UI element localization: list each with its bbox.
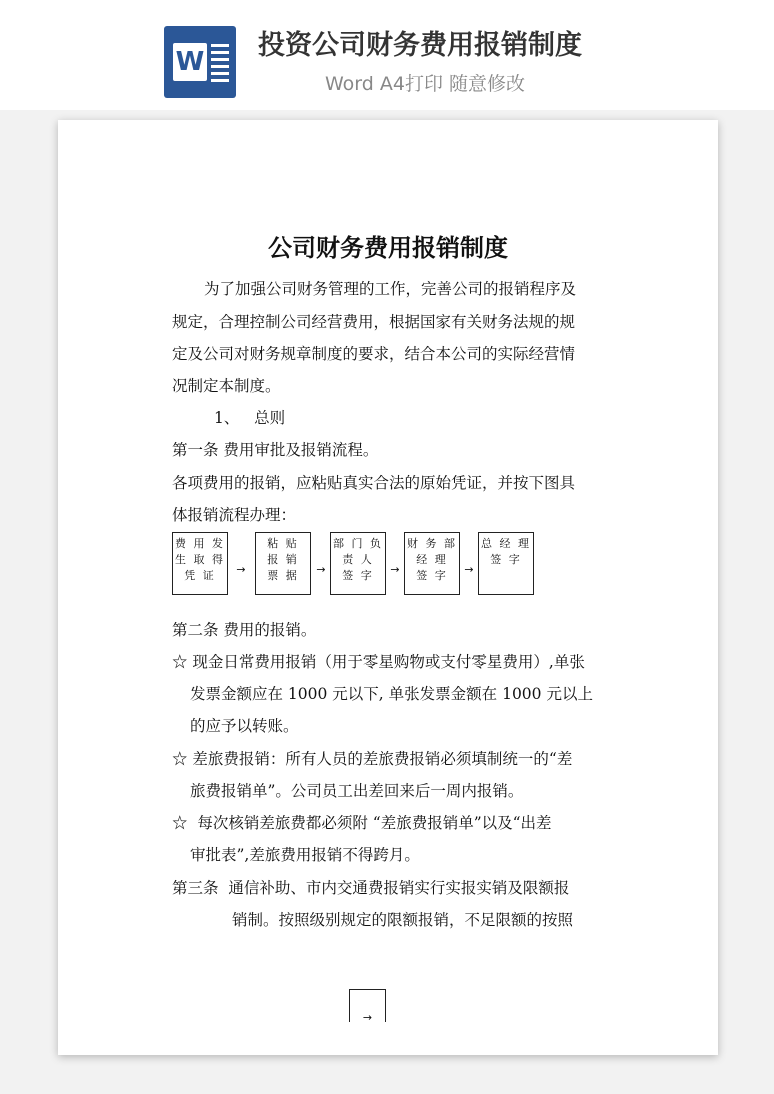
document-title: 公司财务费用报销制度 (268, 234, 508, 262)
flow-step-text: 费 用 发 (175, 537, 225, 550)
intro-line: 为了加强公司财务管理的工作，完善公司的报销程序及 (204, 280, 577, 298)
intro-line: 规定，合理控制公司经营费用，根据国家有关财务法规的规 (172, 313, 576, 331)
banner-subtitle: Word A4打印 随意修改 (325, 73, 526, 95)
header-banner (0, 0, 774, 110)
flow-arrow-icon: → (390, 563, 400, 576)
article-line: 第三条 通信补助、市内交通费报销实行实报实销及限额报 (172, 879, 570, 897)
article-line: 销制。按照级别规定的限额报销，不足限额的按照 (232, 911, 574, 929)
bullet-line: ☆ 现金日常费用报销（用于零星购物或支付零星费用）,单张 (172, 653, 585, 671)
flow-step-text: 签 字 (490, 553, 522, 566)
flow-arrow-icon: → (236, 563, 246, 576)
flow-step-text: 票 据 (267, 569, 299, 582)
banner-title: 投资公司财务费用报销制度 (258, 30, 582, 61)
article-heading: 第一条 费用审批及报销流程。 (172, 441, 379, 459)
word-document-icon (164, 26, 236, 98)
flow-step-box (172, 532, 228, 595)
article-line: 各项费用的报销，应粘贴真实合法的原始凭证，并按下图具 (172, 474, 576, 492)
flow-step-box (330, 532, 386, 595)
flow-step-box (478, 532, 534, 595)
page-marker: → (349, 989, 386, 1022)
flow-step-text: 凭 证 (184, 569, 216, 582)
bullet-line: 旅费报销单”。公司员工出差回来后一周内报销。 (190, 782, 524, 800)
flow-step-text: 财 务 部 (407, 537, 457, 550)
bullet-line: 审批表”,差旅费用报销不得跨月。 (190, 846, 420, 864)
article-line: 体报销流程办理： (172, 506, 297, 524)
document-page (58, 120, 718, 1055)
section-heading: 1、 总则 (214, 409, 286, 427)
flow-step-text: 报 销 (267, 553, 299, 566)
flow-step-text: 经 理 (416, 553, 448, 566)
flow-step-box (255, 532, 311, 595)
flow-step-text: 生 取 得 (175, 553, 225, 566)
flow-step-text: 总 经 理 (481, 537, 531, 550)
intro-line: 定及公司对财务规章制度的要求，结合本公司的实际经营情 (172, 345, 576, 363)
flow-step-text: 部 门 负 (333, 537, 383, 550)
flow-step-text: 责 人 (342, 553, 374, 566)
bullet-line: ☆ 每次核销差旅费都必须附 “差旅费报销单”以及“出差 (172, 814, 552, 832)
bullet-line: 的应予以转账。 (190, 717, 299, 735)
text-lines-icon (211, 44, 229, 86)
article-heading: 第二条 费用的报销。 (172, 621, 317, 639)
word-letter: W (173, 43, 207, 81)
bullet-line: 发票金额应在 1000 元以下, 单张发票金额在 1000 元以上 (190, 685, 593, 703)
bullet-line: ☆ 差旅费报销：所有人员的差旅费报销必须填制统一的“差 (172, 750, 573, 768)
intro-line: 况制定本制度。 (172, 377, 281, 395)
flow-arrow-icon: → (464, 563, 474, 576)
flow-step-text: 签 字 (342, 569, 374, 582)
flow-step-text: 粘 贴 (267, 537, 299, 550)
flow-arrow-icon: → (316, 563, 326, 576)
flow-step-text: 签 字 (416, 569, 448, 582)
flow-step-box (404, 532, 460, 595)
